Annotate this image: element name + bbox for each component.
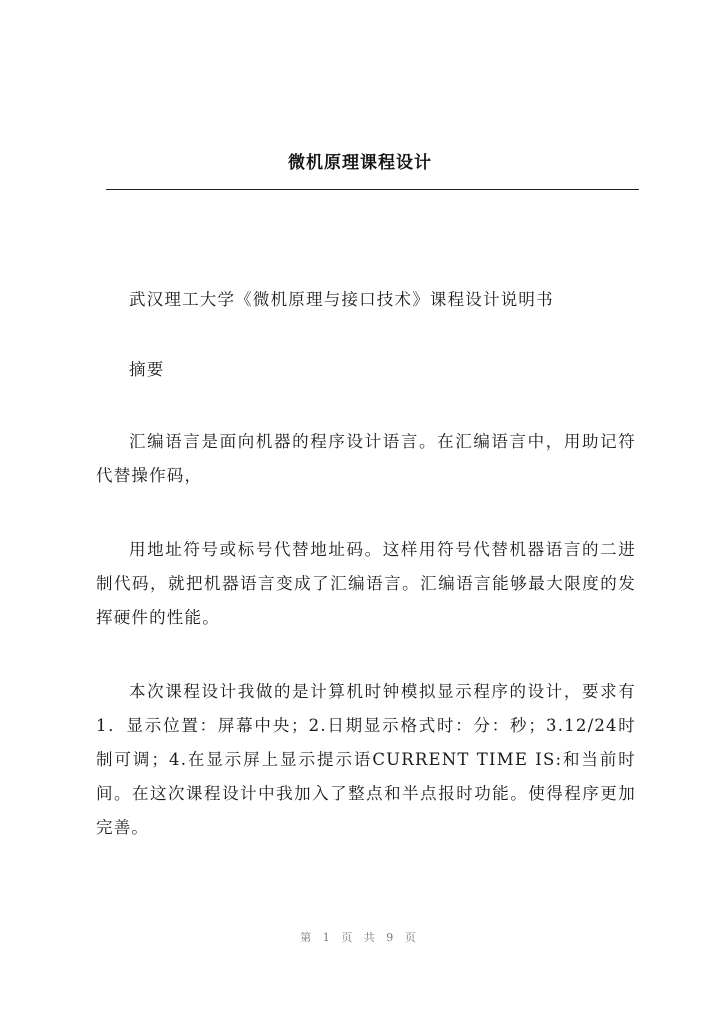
document-body [96,283,636,845]
page-title: 微机原理课程设计 [288,153,432,173]
title-divider [106,189,639,190]
paragraph-project-description: 本次课程设计我做的是计算机时钟模拟显示程序的设计，要求有1．显示位置：屏幕中央；2.日期显示格式时：分：秒；3.12/24时制可调；4.在显示屏上显示提示语CURRENT TIME IS:和当前时间。在这次课程设计中我加入了整点和半点报时功能。使得程序更加完善。 [96,682,636,837]
paragraph-address-symbols: 用地址符号或标号代替地址码。这样用符号代替机器语言的二进制代码，就把机器语言变成了汇编语言。汇编语言能够最大限度的发挥硬件的性能。 [96,540,636,627]
paragraph-assembly-intro: 汇编语言是面向机器的程序设计语言。在汇编语言中，用助记符代替操作码， [96,432,636,485]
page-number-footer: 第 1 页 共 9 页 [300,931,420,944]
paragraph-course-header: 武汉理工大学《微机原理与接口技术》课程设计说明书 [129,290,554,309]
paragraph-abstract-heading: 摘要 [129,360,165,379]
